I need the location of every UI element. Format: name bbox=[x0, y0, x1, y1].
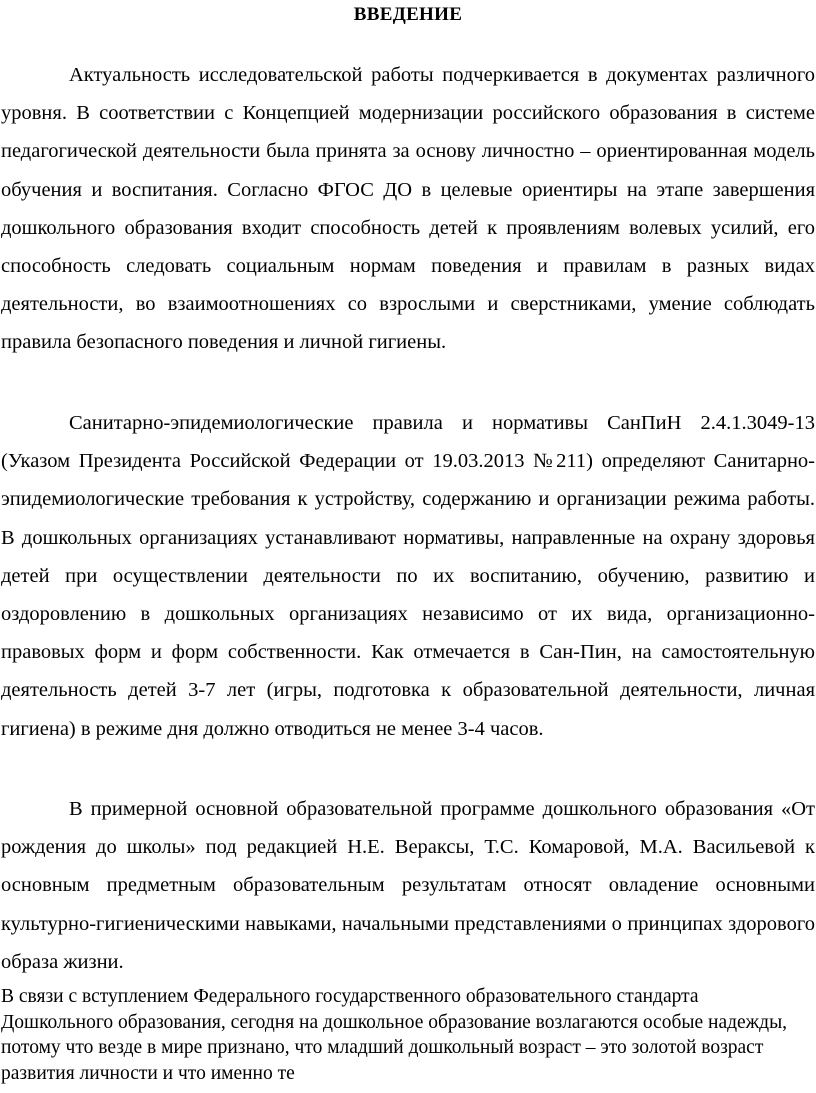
paragraph-relevance: Актуальность исследовательской работы подчеркивается в документах различного уровня. В соответствии с Концепцией модернизации российского образования в системе педагогической деятельности была принята за основу личностно – ориентированная модель обучения и воспитания. Согласно ФГОС ДО в целевые ориентиры на этапе завершения дошкольного образования входит способность детей к проявлениям волевых усилий, его способность следовать социальным нормам поведения и правилам в разных видах деятельности, во взаимоотношениях со взрослыми и сверстниками, умение соблюдать правила безопасного поведения и личной гигиены. bbox=[1, 64, 815, 354]
paragraph-sanpin: Санитарно-эпидемиологические правила и нормативы СанПиН 2.4.1.3049-13 (Указом Президента Российской Федерации от 19.03.2013 №211) определяют Санитарно-эпидемиологические требования к устройству, содержанию и организации режима работы. В дошкольных организациях устанавливают нормативы, направленные на охрану здоровья детей при осуществлении деятельности по их воспитанию, обучению, развитию и оздоровлению в дошкольных организациях независимо от их вида, организационно-правовых форм и форм собственности. Как отмечается в Сан-Пин, на самостоятельную деятельность детей 3-7 лет (игры, подготовка к образовательной деятельности, личная гигиена) в режиме дня должно отводиться не менее 3-4 часов. bbox=[1, 412, 815, 740]
document-title: ВВЕДЕНИЕ bbox=[353, 4, 463, 25]
paragraph-program: В примерной основной образовательной программе дошкольного образования «От рождения до школы» под редакцией Н.Е. Вераксы, Т.С. Комаровой, М.А. Васильевой к основным предметным образовательным результатам относят овладение основными культурно-гигиеническими навыками, начальными представлениями о принципах здорового образа жизни. bbox=[1, 798, 815, 973]
paragraph-fgos: В связи с вступлением Федерального государственного образовательного стандарта Дошкольного образования, сегодня на дошкольное образование возлагаются особые надежды, потому что везде в мире признано, что младший дошкольный возраст – это золотой возраст развития личности и что именно те bbox=[1, 986, 788, 1084]
